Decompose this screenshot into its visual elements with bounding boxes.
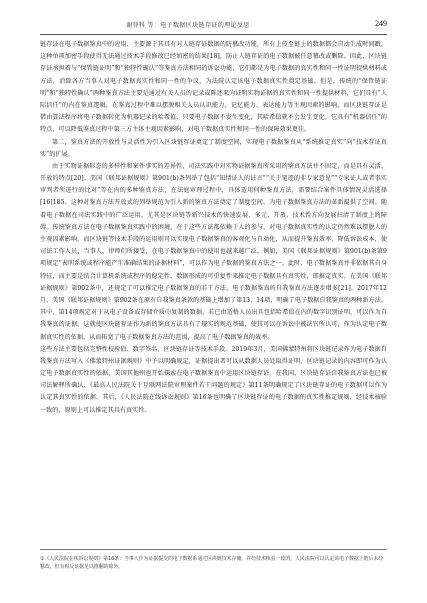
footnote-1: ①《人民法院在线诉讼规则》第16条：当事人作为证据提交的电子数据系通过区块链技术存储，并经技术核验一致的，人民法院可以认定该电子数据上链后未经篡改，但有相反证据足以推翻的除外。 <box>40 556 384 570</box>
page-header <box>40 20 387 32</box>
page-number: 249 <box>375 19 387 28</box>
paragraph-3: 由于实物证据形态的多样性和案件事实的差异性，司法实践中对实物证据鉴真所采用的鉴真方法并不固定，而是具有灵活、开放的特点[20]。美国《联邦证据规则》第901(b)条列举了包括“知情证人的证言”“关于笔迹的非专家意见”“专家证人或者事实审判者所进行的比对”等在内的多种鉴真方法，在法庭审理过程中，具体适用何种鉴真方法，需要结合案件具体情况灵活选择[16]185。这种对鉴真方法开放式的列举规范为引入新的鉴真方法奠定了制度空间，为电子数据鉴真方法的革新提供了空间。随着电子数据在司法实践中的广泛运用，尤其是区块链等新兴技术的快速发展，多元、开放、技术性方向发展扫清了制度上的障碍。传统鉴真方法在电子数据鉴真实践中的困境，在于这些方法都依赖于人的参与，对电子数据真实性的认定仍然难以摆脱人的主观因素影响，而区块链等技术手段的运用则可以实现电子数据鉴真的客观化与自动化，从而提升鉴真效率、降低诉讼成本，使司法工作人员、当事人、律师们所接受，在电子数据鉴真中的使用也越来越广泛。例如，美国《联邦证据规则》第901(b)条第9项规定“表明系统或程序能产生准确结果的证据材料”，可以作为电子数据的鉴真方法之一。此时，电子数据鉴真并非依据其自身特征，而主要是结合计算机系统或程序的稳定性、数据形成的可重复性来推定电子数据具有真实性，即推定真实。在美国《联邦证据规则》第902条中，还规定了可以推定电子数据鉴真的若干方法，电子数据鉴真的自我鉴真方法逐步增多[21]。2017年12月，美国《联邦证据规则》第902条在原有自我鉴真条款的基础上增加了第13、14项，明确了电子数据自我鉴真的两种新方法。其中，第14项规定对于从电子设备或存储介质中复制的数据，若已由适格人员出具包括哈希值在内的数字识别证明，可以作为自我鉴真的证据。这就使区块链存证作为新的鉴真方法具有了现实的规范基础，使其可以在诉讼中被法官所认可，作为认定电子数据真实性的依据，从而拓宽了电子数据鉴真方法的范围，提高了电子数据鉴真的效率。 <box>40 162 387 341</box>
running-head: 谢登科 等：电子数据区块链存证的理论反思 <box>126 22 250 29</box>
body-text <box>40 39 387 417</box>
header-rule <box>40 34 387 35</box>
paragraph-1: 链存证在电子数据鉴真中的应用，主要源于其具有对人链存证数据的防篡改功能，所有上传至链上的数据都会自动生成时间戳，这种单项加密手段使得无法通过技术手段修改已经加密的结果[18]，防止人链存证的电子数据被任意篡改或删除。因此，区块链存证承担着与“保管链证明”和“独特性确认”等鉴真方法相同的诉讼功能，它们都是为电子数据的真实性和同一性证明提供材料或方法，消除各方当事人对电子数据真实性和同一性的争议，为法院认定该电子数据真实性奠定基础。但是，传统的“保管链证明”和“独特性确认”两种鉴真方法主要是通过有关人员的记录或陈述来为证明实物证据的真实性和同一性提供材料，它们具有“人际信任”的内在鉴真逻辑，在鉴真过程中难以摆脱相关人员认识能力、记忆能力、表达能力等主观因素的影响。而区块链存证是借由算法程序将电子数据转化为机器记录的哈希值，只要电子数据不发生变化，其哈希值就不会发生变化，它具有“机器信任”的特点，可以降低鉴真过程中第三方主体主观因素影响，对电子数据真实性和同一性的保障效果更佳。 <box>40 41 387 134</box>
paragraph-2: 第二，鉴真方法的开放性与灵活性为引入区块链存证奠定了制度空间，实现电子数据鉴真从“系统推定真实”向“技术存证真实”的扩展。 <box>40 138 387 158</box>
footnotes <box>40 549 387 572</box>
paragraph-4: 这些方法主要包括完整性校验值、数字签名、区块链存证等技术手段。2019年3月，美国佛蒙特州将区块链记录作为电子数据自我鉴真方法写入《佛蒙特州证据规则》中予以明确规定，证据提出者可以从数据人员处取得证明，区块链记录的内容即可作为认定电子数据真实性的依据，美国其他州也开始探索在电子数据鉴真中运用区块链存证。在我国，区块链存证自我鉴真方法也已被司法解释所确认，《最高人民法院关于互联网法院审理案件若干问题的规定》第11条明确规定了区块链存证的电子数据可以作为认定其真实性的依据，其后，《人民法院在线诉讼规则》第16条也明确了区块链存证的电子数据的真实性推定规则，经技术核验一致的，原则上可以推定其具有真实性。 <box>40 345 387 414</box>
